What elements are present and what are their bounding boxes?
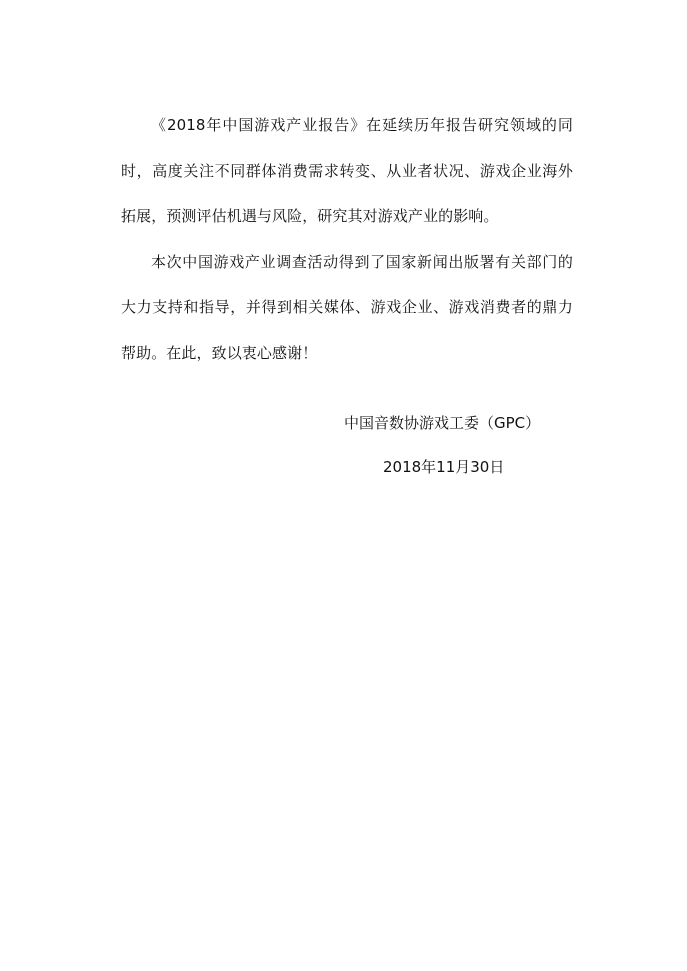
- signature-organization: 中国音数协游戏工委（GPC）: [344, 414, 541, 432]
- paragraph-report-intro: 《2018年中国游戏产业报告》在延续历年报告研究领域的同时，高度关注不同群体消费需求转变、从业者状况、游戏企业海外拓展，预测评估机遇与风险，研究其对游戏产业的影响。: [121, 116, 573, 225]
- signature-date: 2018年11月30日: [383, 458, 505, 476]
- document-body: [121, 103, 573, 376]
- paragraph-acknowledgement: 本次中国游戏产业调查活动得到了国家新闻出版署有关部门的大力支持和指导，并得到相关媒体、游戏企业、游戏消费者的鼎力帮助。在此，致以衷心感谢！: [121, 252, 573, 362]
